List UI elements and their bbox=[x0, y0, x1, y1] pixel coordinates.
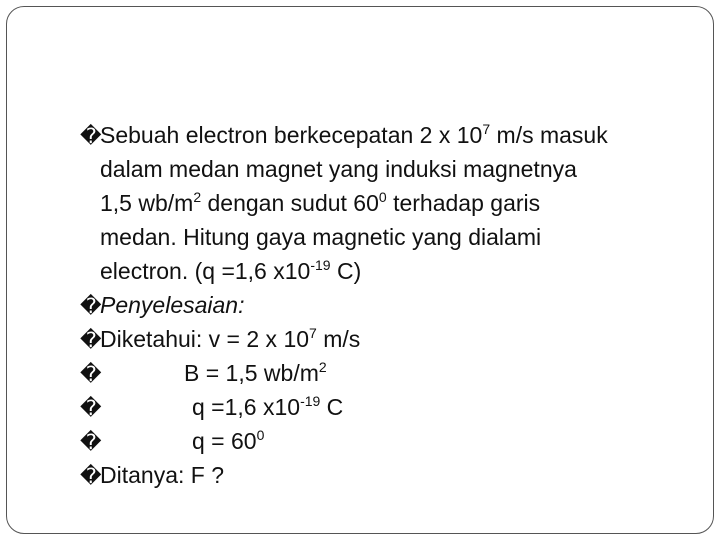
bullet-icon: � bbox=[80, 397, 102, 420]
problem-text: terhadap garis bbox=[386, 190, 541, 216]
known-charge bbox=[80, 390, 690, 424]
problem-text: 1,5 wb/m bbox=[100, 190, 194, 216]
known-angle bbox=[80, 424, 690, 458]
solution-heading bbox=[80, 288, 690, 322]
problem-line-1 bbox=[80, 118, 690, 152]
bullet-icon: � bbox=[80, 295, 102, 318]
known-text: Diketahui: v = 2 x 10 bbox=[100, 326, 310, 352]
problem-line-4 bbox=[80, 220, 690, 254]
asked bbox=[80, 458, 690, 492]
problem-text: dalam medan magnet yang induksi magnetnya bbox=[100, 156, 577, 182]
problem-text: electron. (q =1,6 x10 bbox=[100, 258, 311, 284]
problem-text: Sebuah electron berkecepatan 2 x 10 bbox=[100, 122, 483, 148]
exponent: 2 bbox=[193, 189, 202, 205]
asked-text: Ditanya: F ? bbox=[100, 462, 224, 488]
problem-text: C) bbox=[330, 258, 362, 284]
problem-text: dengan sudut 60 bbox=[201, 190, 379, 216]
exponent: -19 bbox=[300, 393, 321, 409]
known-text: C bbox=[320, 394, 344, 420]
slide-content bbox=[80, 118, 690, 492]
problem-line-5 bbox=[80, 254, 690, 288]
bullet-icon: � bbox=[80, 363, 102, 386]
problem-text: m/s masuk bbox=[490, 122, 608, 148]
exponent: 0 bbox=[378, 189, 387, 205]
known-text: m/s bbox=[316, 326, 361, 352]
bullet-icon: � bbox=[80, 329, 102, 352]
problem-text: medan. Hitung gaya magnetic yang dialami bbox=[100, 224, 542, 250]
exponent: 7 bbox=[309, 325, 317, 341]
known-text: q = 60 bbox=[192, 428, 257, 454]
solution-heading-text: Penyelesaian bbox=[100, 292, 239, 318]
known-field bbox=[80, 356, 690, 390]
known-text: q =1,6 x10 bbox=[192, 394, 301, 420]
known-velocity bbox=[80, 322, 690, 356]
bullet-icon: � bbox=[80, 431, 102, 454]
exponent: 0 bbox=[256, 427, 265, 443]
bullet-icon: � bbox=[80, 125, 102, 148]
exponent: 2 bbox=[318, 359, 327, 375]
problem-line-3 bbox=[80, 186, 690, 220]
solution-heading-colon: : bbox=[238, 292, 245, 318]
exponent: 7 bbox=[482, 121, 491, 137]
problem-line-2 bbox=[80, 152, 690, 186]
exponent: -19 bbox=[310, 257, 331, 273]
bullet-icon: � bbox=[80, 465, 102, 488]
known-text: B = 1,5 wb/m bbox=[184, 360, 319, 386]
